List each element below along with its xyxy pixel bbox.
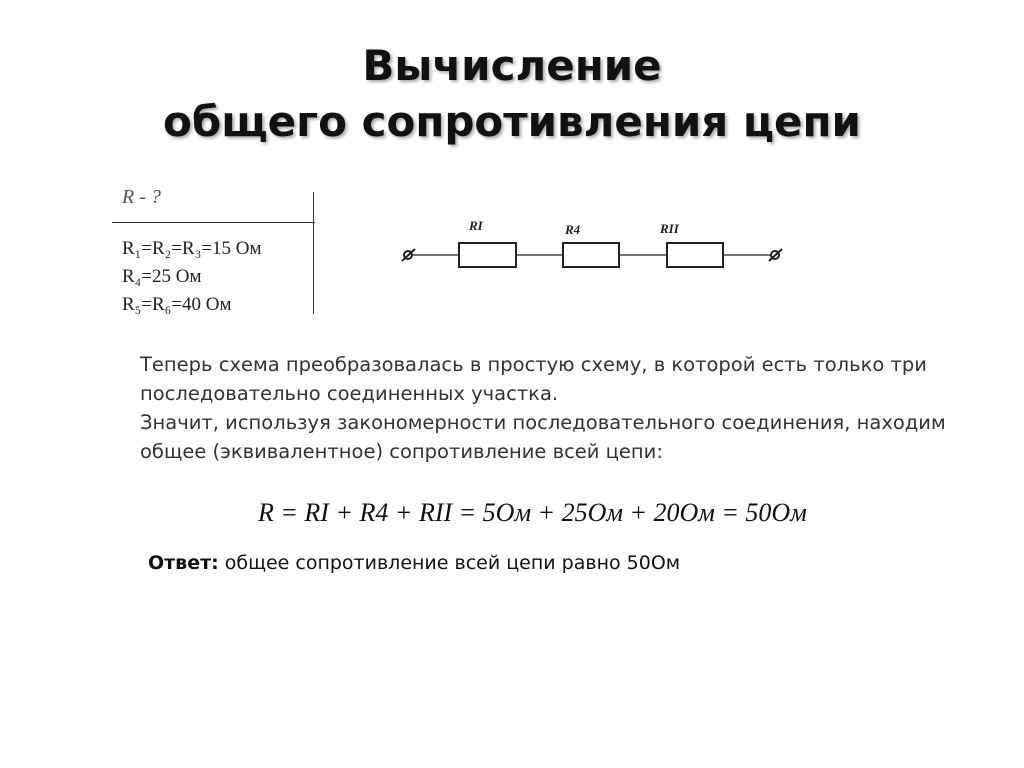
explanation-text-1: Теперь схема преобразовалась в простую схему, в которой есть только три последовательно соединенных участка. bbox=[140, 353, 927, 405]
resistor-ri bbox=[459, 243, 516, 267]
given-unknown: R - ? bbox=[122, 186, 161, 208]
formula: R = RI + R4 + RII = 5Ом + 25Ом + 20Ом = 50Ом bbox=[258, 498, 807, 527]
label-ri: RI bbox=[469, 218, 483, 233]
given-row-3: R₅=R₆=40 Ом bbox=[122, 294, 232, 315]
answer bbox=[148, 552, 680, 574]
given-block bbox=[0, 180, 315, 315]
answer-label: Ответ: bbox=[148, 552, 219, 574]
given-row-1: R₁=R₂=R₃=15 Ом bbox=[122, 238, 262, 259]
title-line-2: общего сопротивления цепи bbox=[163, 97, 861, 146]
page-title bbox=[0, 38, 1024, 150]
label-rii: RII bbox=[660, 221, 679, 236]
given-row-2: R₄=25 Ом bbox=[122, 266, 202, 287]
explanation-text-2: Значит, используя закономерности последовательного соединения, находим общее (эквивалентное) сопротивление всей цепи: bbox=[140, 411, 946, 463]
given-divider-horizontal bbox=[112, 222, 315, 223]
answer-text: общее сопротивление всей цепи равно 50Ом bbox=[218, 552, 681, 574]
given-divider-vertical bbox=[313, 192, 314, 314]
resistor-r4 bbox=[563, 243, 619, 267]
resistor-rii bbox=[667, 243, 723, 267]
explanation-paragraph bbox=[140, 350, 980, 466]
circuit-diagram bbox=[390, 205, 800, 285]
title-line-1: Вычисление bbox=[362, 41, 662, 90]
label-r4: R4 bbox=[565, 222, 581, 237]
